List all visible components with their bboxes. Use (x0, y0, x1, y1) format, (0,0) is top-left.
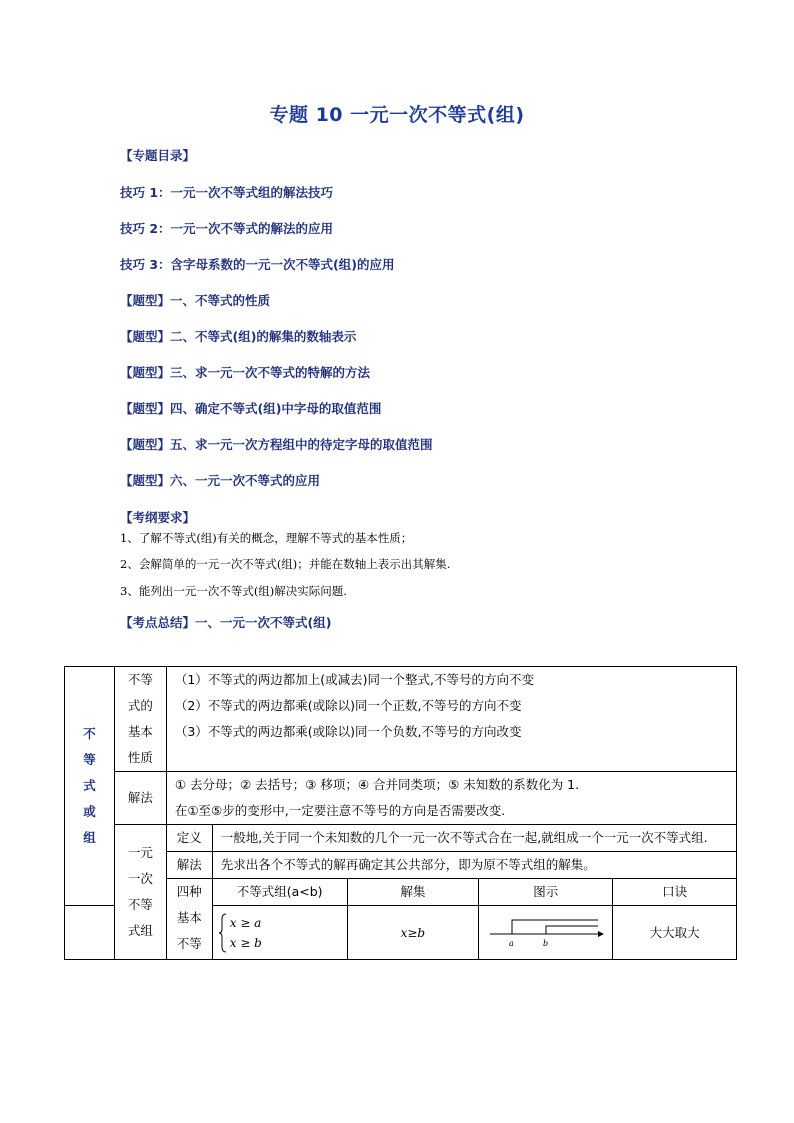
left-label-cell: 不 等 式 或 组 (65, 667, 115, 906)
brace-icon (219, 913, 227, 953)
col-header-system: 不等式组(a<b) (212, 879, 347, 906)
def-cell: 一般地,关于同一个未知数的几个一元一次不等式合在一起,就组成一个一元一次不等式组. (212, 825, 736, 852)
method-cell: 先求出各个不等式的解再确定其公共部分，即为原不等式组的解集。 (212, 852, 736, 879)
def-label-cell: 定义 (166, 825, 212, 852)
toc-item: 【题型】一、不等式的性质 (120, 293, 271, 308)
summary-heading: 【考点总结】一、一元一次不等式(组) (120, 615, 332, 630)
solve-label-cell: 解法 (114, 772, 166, 825)
four-label-cell: 四种 基本 不等 (166, 879, 212, 960)
toc-item: 【题型】六、一元一次不等式的应用 (120, 473, 321, 488)
requirement-item: 2、会解简单的一元一次不等式(组)；并能在数轴上表示出其解集. (120, 557, 451, 571)
col-header-diagram: 图示 (479, 879, 613, 906)
system-label-cell: 一元 一次 不等 式组 (114, 825, 166, 960)
requirement-item: 3、能列出一元一次不等式(组)解决实际问题. (120, 584, 347, 598)
ray-a (512, 920, 598, 934)
left-empty-cell (65, 906, 115, 960)
col-header-solution: 解集 (347, 879, 479, 906)
props-label-cell: 不等 式的 基本 性质 (114, 667, 166, 772)
toc-heading: 【专题目录】 (120, 148, 196, 163)
label-b: b (542, 939, 548, 948)
rhyme-cell: 大大取大 (613, 906, 737, 960)
ray-b (546, 926, 598, 934)
solution-cell: x≥b (347, 906, 479, 960)
system-ineq-1: x ≥ a (229, 915, 262, 930)
axis-arrow-icon (598, 931, 604, 937)
col-header-rhyme: 口诀 (613, 879, 737, 906)
toc-item: 【题型】四、确定不等式(组)中字母的取值范围 (120, 401, 382, 416)
label-a: a (508, 939, 514, 948)
toc-item: 【题型】二、不等式(组)的解集的数轴表示 (120, 329, 357, 344)
number-line-diagram (486, 908, 606, 948)
toc-item: 【题型】五、求一元一次方程组中的待定字母的取值范围 (120, 437, 433, 452)
toc-item: 技巧 2：一元一次不等式的解法的应用 (120, 221, 334, 236)
method-label-cell: 解法 (166, 852, 212, 879)
summary-table (64, 666, 737, 960)
props-cell: （1）不等式的两边都加上(或减去)同一个整式,不等号的方向不变 （2）不等式的两边都乘(或除以)同一个正数,不等号的方向不变 （3）不等式的两边都乘(或除以)同一个负数,不等号的方向改变 (166, 667, 736, 772)
toc-item: 技巧 3：含字母系数的一元一次不等式(组)的应用 (120, 257, 395, 272)
toc-item: 技巧 1：一元一次不等式组的解法技巧 (120, 185, 334, 200)
system-cell (212, 906, 347, 960)
page-title: 专题 10 一元一次不等式(组) (269, 104, 525, 126)
requirement-item: 1、了解不等式(组)有关的概念，理解不等式的基本性质； (120, 531, 413, 545)
system-ineq-2: x ≥ b (229, 935, 262, 950)
requirements-heading: 【考纲要求】 (120, 510, 196, 525)
solve-cell: ① 去分母；② 去括号；③ 移项；④ 合并同类项；⑤ 未知数的系数化为 1. 在①至⑤步的变形中,一定要注意不等号的方向是否需要改变. (166, 772, 736, 825)
toc-item: 【题型】三、求一元一次不等式的特解的方法 (120, 365, 371, 380)
diagram-cell (479, 906, 613, 960)
